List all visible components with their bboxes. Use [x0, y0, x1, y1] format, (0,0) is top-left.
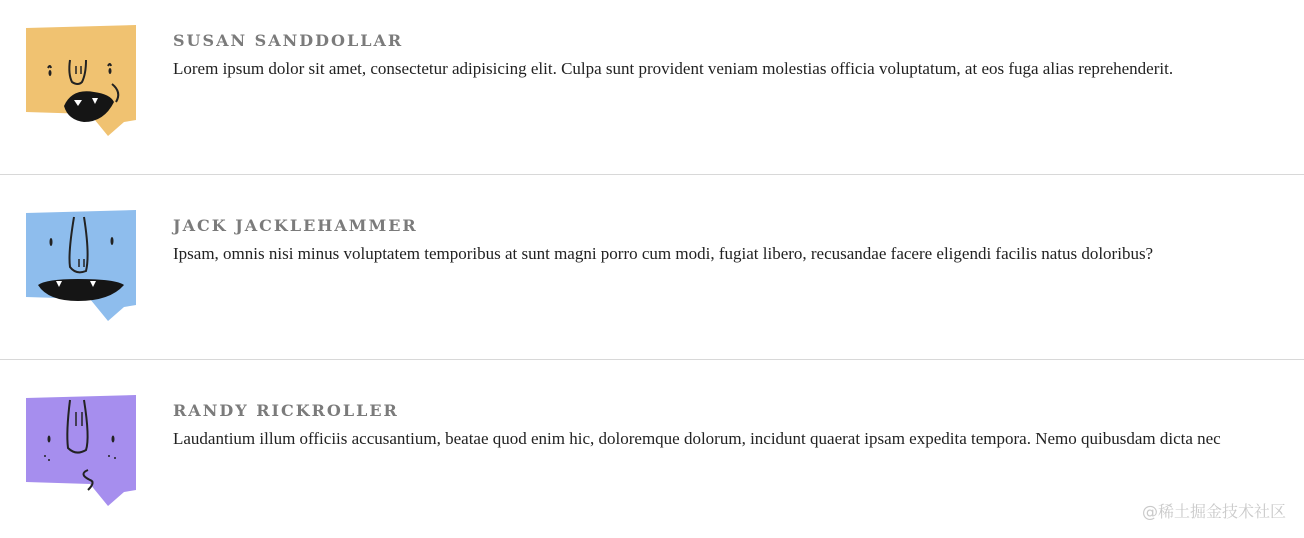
- testimonial-text: Lorem ipsum dolor sit amet, consectetur adipisicing elit. Culpa sunt provident veniam molestias officia voluptatum, at eos fuga alias reprehenderit.: [173, 59, 1174, 78]
- monster-face-icon: [24, 24, 138, 138]
- watermark: @稀土掘金技术社区: [1141, 502, 1286, 521]
- avatar: [24, 24, 138, 138]
- person-name: JACK JACKLEHAMMER: [173, 216, 418, 235]
- person-name: RANDY RICKROLLER: [173, 401, 399, 420]
- testimonial-item: [0, 370, 1304, 538]
- monster-face-icon: [24, 209, 138, 323]
- avatar: [24, 209, 138, 323]
- avatar: [24, 394, 138, 508]
- testimonial-item: [0, 185, 1304, 370]
- divider: [0, 359, 1304, 360]
- testimonial-text: Ipsam, omnis nisi minus voluptatem temporibus at sunt magni porro cum modi, fugiat libero, recusandae facere eligendi facilis natus doloribus?: [173, 244, 1154, 263]
- testimonial-item: [0, 0, 1304, 185]
- testimonial-text: Laudantium illum officiis accusantium, beatae quod enim hic, doloremque dolorum, incidunt quaerat ipsam expedita tempora. Nemo quibusdam dicta nec: [173, 429, 1221, 448]
- person-name: SUSAN SANDDOLLAR: [173, 31, 404, 50]
- divider: [0, 174, 1304, 175]
- monster-face-icon: [24, 394, 138, 508]
